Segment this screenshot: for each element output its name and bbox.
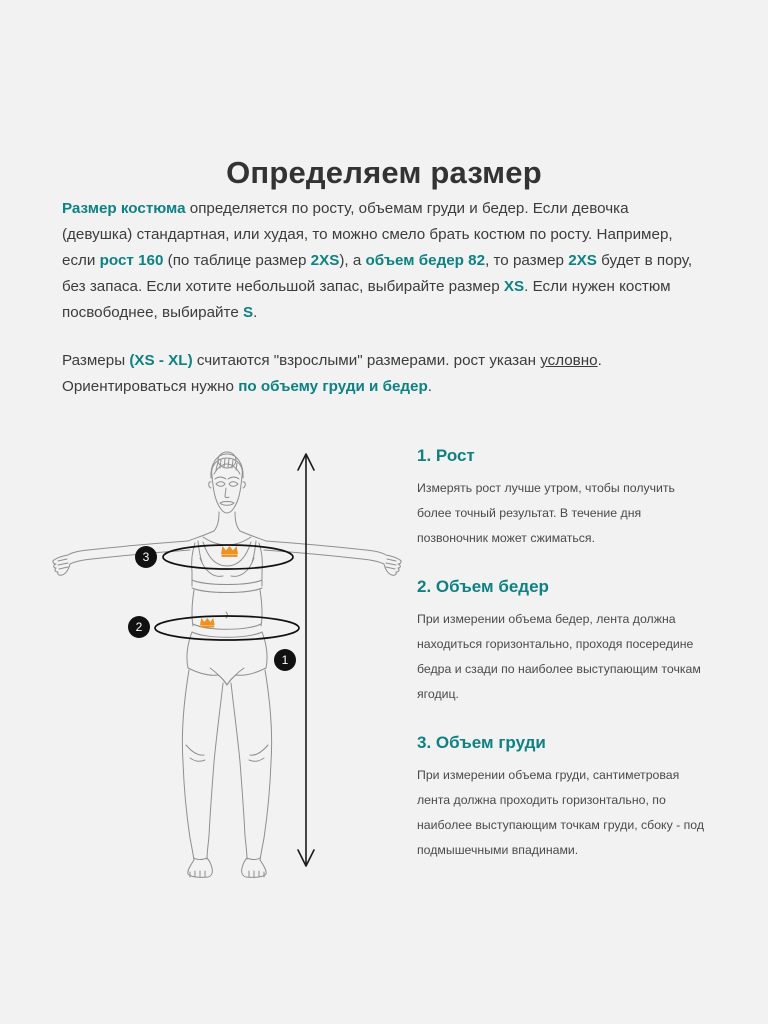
intro-p1-hips-value: объем бедер 82 [365, 252, 486, 269]
badge-marker-2: 2 [128, 616, 150, 638]
intro-p2-t4: . [427, 378, 432, 395]
intro-p1-t2: (по таблице размер [163, 252, 311, 269]
crown-logo-chest [221, 546, 238, 557]
intro-p1-t3: ), а [339, 252, 366, 269]
step-item-height [417, 446, 712, 551]
hips-measurement-ellipse [155, 616, 299, 640]
height-arrow [298, 454, 314, 866]
intro-p2-size-range: (XS - XL) [129, 352, 193, 369]
measurement-illustration [40, 440, 420, 900]
intro-p1-t7: . [253, 304, 258, 321]
intro-text-block [62, 196, 702, 422]
step-title-hips: 2. Объем бедер [417, 577, 549, 596]
intro-p2-t3: . Ориентироваться нужно [62, 352, 602, 395]
intro-p2-underlined-word: условно [540, 352, 598, 369]
crown-logo-hips [200, 618, 215, 628]
intro-p2-t1: Размеры [62, 352, 130, 369]
intro-p1-size-2xs-b: 2XS [568, 252, 597, 269]
step-body-chest: При измерении объема груди, сантиметровая лента должна проходить горизонтально, по наиболее выступающим точкам груди, сбоку - под подмышечными впадинами. [417, 768, 705, 857]
intro-p1-height-value: рост 160 [99, 252, 164, 269]
step-body-hips: При измерении объема бедер, лента должна находиться горизонтально, проходя посередине бедра и сзади по наиболее выступающим точкам ягодиц. [417, 612, 701, 701]
female-figure-diagram [40, 440, 420, 900]
page-title: Определяем размер [226, 154, 542, 190]
intro-lead-term: Размер костюма [62, 200, 186, 217]
intro-p1-t6: . Если нужен костюм посвободнее, выбирайте [62, 278, 671, 321]
badge-marker-1: 1 [274, 649, 296, 671]
intro-p1-size-s: S [243, 304, 254, 321]
intro-paragraph-1 [62, 196, 702, 326]
intro-p2-t2: считаются "взрослыми" размерами. рост указан [192, 352, 541, 369]
step-title-chest: 3. Объем груди [417, 733, 546, 752]
figure-outline [53, 452, 401, 877]
measurement-steps-list [417, 446, 712, 889]
intro-p1-size-2xs-a: 2XS [310, 252, 340, 269]
intro-p2-focus-term: по объему груди и бедер [238, 378, 428, 395]
intro-p1-t4: , то размер [485, 252, 569, 269]
intro-p1-size-xs: XS [503, 278, 525, 295]
badge-marker-3: 3 [135, 546, 157, 568]
step-item-chest [417, 733, 712, 863]
step-body-height: Измерять рост лучше утром, чтобы получить более точный результат. В течение дня позвоночник может сжиматься. [417, 481, 675, 545]
intro-p1-t1: определяется по росту, объемам груди и бедер. Если девочка (девушка) стандартная, или худая, то можно смело брать костюм по росту. Например, если [62, 200, 673, 269]
intro-paragraph-2 [62, 348, 702, 400]
step-title-height: 1. Рост [417, 446, 475, 465]
intro-p1-t5: будет в пору, без запаса. Если хотите небольшой запас, выбирайте размер [62, 252, 693, 295]
step-item-hips [417, 577, 712, 707]
